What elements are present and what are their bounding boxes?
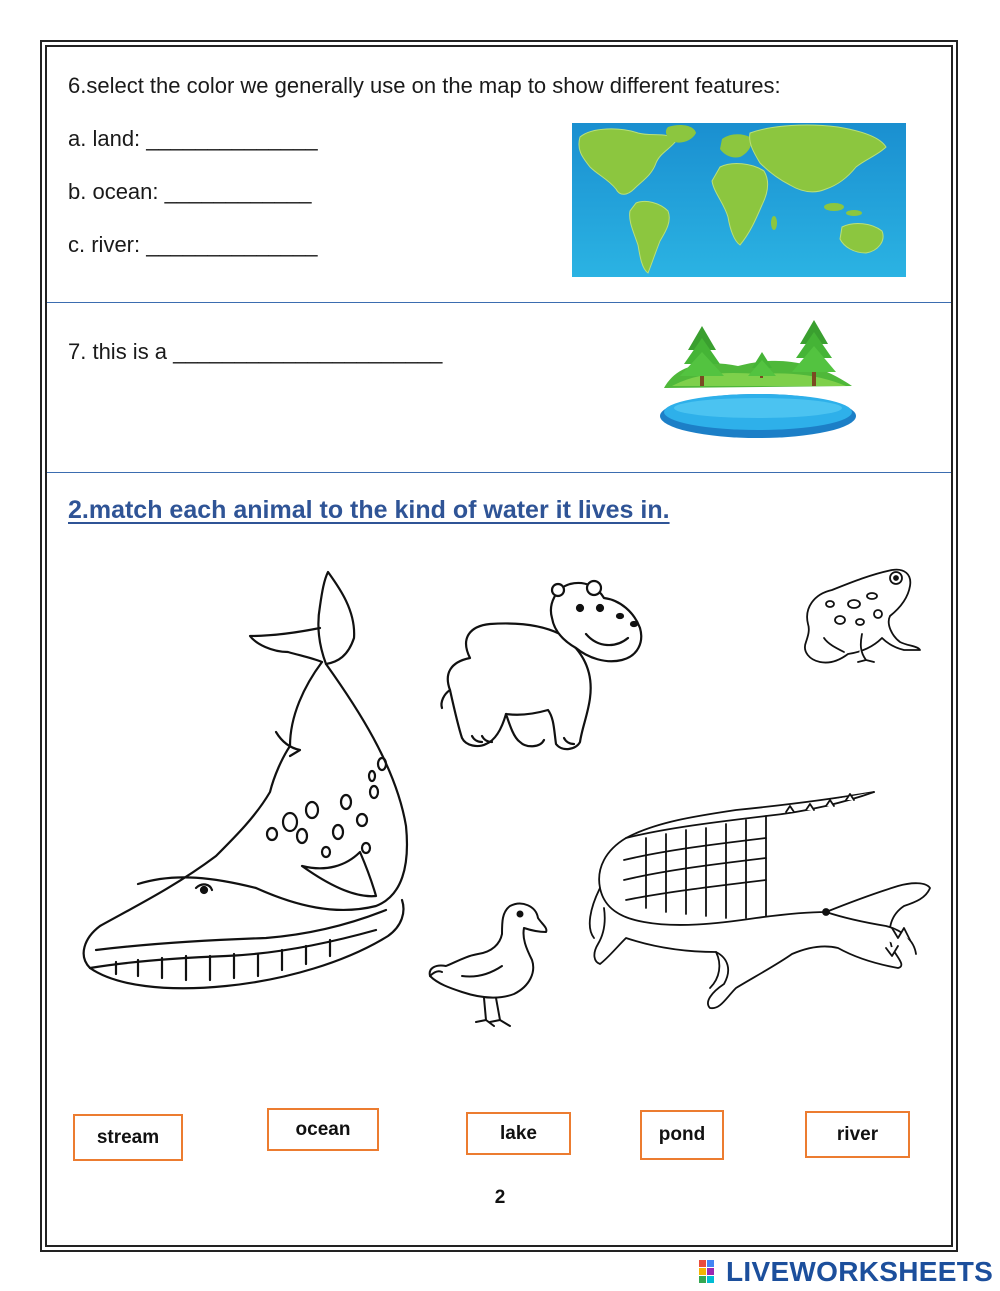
word-box-ocean[interactable]: ocean: [267, 1108, 379, 1151]
section-divider-2: [47, 472, 951, 473]
section-divider-1: [47, 302, 951, 303]
word-box-pond[interactable]: pond: [640, 1110, 724, 1160]
duck-image: [426, 894, 550, 1034]
question6-river-line: c. river: ______________: [68, 232, 318, 257]
world-map-image: [572, 123, 906, 277]
question7-prompt: 7. this is a ______________________: [68, 339, 443, 364]
page-number: 2: [494, 1187, 506, 1208]
liveworksheets-logo-text: LIVEWORKSHEETS: [726, 1256, 994, 1287]
crocodile-image: [586, 788, 934, 1014]
whale-image: [76, 566, 412, 994]
frog-image: [800, 564, 924, 668]
word-box-lake[interactable]: lake: [466, 1112, 571, 1155]
lake-with-trees-image: [658, 316, 858, 444]
question6-prompt: 6.select the color we generally use on the map to show different features:: [68, 73, 781, 98]
liveworksheets-logo-icon: [698, 1259, 724, 1285]
word-box-stream[interactable]: stream: [73, 1114, 183, 1161]
question6-land-line: a. land: ______________: [68, 126, 318, 151]
liveworksheets-logo: [698, 1255, 998, 1289]
hippo-image: [430, 578, 644, 756]
word-box-river[interactable]: river: [805, 1111, 910, 1158]
question6-ocean-line: b. ocean: ____________: [68, 179, 312, 204]
match-section-heading: 2.match each animal to the kind of water it lives in.: [68, 496, 670, 524]
